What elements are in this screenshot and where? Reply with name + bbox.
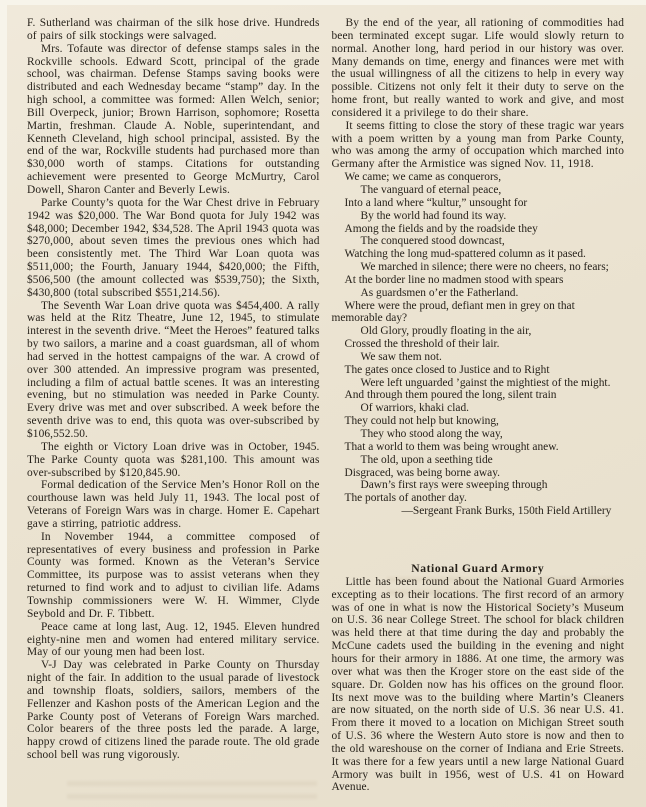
poem-line: The old, upon a seething tide xyxy=(360,453,493,466)
paragraph: Little has been found about the National Guard Armories excepting as to their locations. The first record of an armory was of one in what is now the Historical Society’s Museum on U.S. 36 near College Street. The school for black children was held there at that time during the day and probably the McCune cadets used the building in the evening and night hours for their armory in 1886. At one time, the armory was over what was then the Kroger store on the east side of the square. Dr. Golden now has his offices on the ground floor. Its next move was to the building where Martin’s Cleaners are now situated, on the north side of U.S. 36 near U.S. 41. From there it moved to a location on Michigan Street south of U.S. 36 where the Western Auto store is now and then to the old wareshouse on the corner of Indiana and Erie Streets. It was there for a few years until a new large National Guard Armory was built in 1956, west of U.S. 41 on Howard Avenue. xyxy=(331,575,624,794)
poem-line: Disgraced, was being borne away. xyxy=(344,466,501,479)
paragraph: F. Sutherland was chairman of the silk hose drive. Hundreds of pairs of silk stockings were salvaged. xyxy=(27,17,320,42)
poem-line: Where were the proud, defiant men in grey on that memorable day? xyxy=(331,299,575,325)
paragraph: The eighth or Victory Loan drive was in October, 1945. The Parke County quota was $281,100. This amount was over-subscribed by $120,845.90. xyxy=(27,440,320,479)
section-heading: National Guard Armory xyxy=(411,561,545,575)
poem-line: As guardsmen o’er the Fatherland. xyxy=(360,286,519,299)
paragraph: The Seventh War Loan drive quota was $454,400. A rally was held at the Ritz Theatre, June 12, 1945, to stimulate interest in the seventh drive. “Meet the Heroes” featured talks by two sailors, a marine and a coast guardsman, all of whom had served in the hottest campaigns of the war. A crowd of over 300 attended. An impressive program was presented, including a film of actual battle scenes. It was an interesting evening, but no stimulation was needed in Parke County. Every drive was met and over subscribed. A week before the seventh drive was to end, this quota was over-subscribed by $106,552.50. xyxy=(27,299,320,440)
poem-line: Were left unguarded ’gainst the mightiest of the might. xyxy=(360,376,611,389)
scanned-page xyxy=(7,5,646,807)
poem-line: Watching the long mud-spattered column as it pased. xyxy=(344,248,586,261)
paragraph: V-J Day was celebrated in Parke County on Thursday night of the fair. In addition to the usual parade of livestock and township floats, soldiers, sailors, members of the Fellenzer and Kashon posts of the American Legion and the Parke County post of Veterans of Foreign Wars marched. Color bearers of the three posts led the parade. A large, happy crowd of citizens lined the parade route. The old grade school bell was rung vigorously. xyxy=(27,659,320,762)
right-column xyxy=(332,17,625,794)
left-column xyxy=(27,17,320,794)
paragraph: In November 1944, a committee composed of representatives of every business and profession in Parke County was formed. Known as the Veteran’s Service Committee, its purpose was to assist veterans when they returned to find work and to adjust to civilian life. Adams Township commissioners were W. H. Wimmer, Clyde Seybold and Dr. F. Tibbett. xyxy=(27,530,320,620)
poem-line: That a world to them was being wrought anew. xyxy=(344,440,559,453)
poem-line: The vanguard of eternal peace, xyxy=(360,183,502,196)
paragraph: It seems fitting to close the story of these tragic war years with a poem written by a young man from Parke County, who was among the army of occupation which marched into Germany after the Armistice was signed Nov. 11, 1918. xyxy=(331,119,624,171)
paragraph: Peace came at long last, Aug. 12, 1945. Eleven hundred eighty-nine men and women had entered military service. May of our young men had been lost. xyxy=(27,620,320,659)
poem xyxy=(332,171,625,505)
poem-line: At the border line no madmen stood with spears xyxy=(344,273,564,286)
poem-line: They who stood along the way, xyxy=(360,428,503,440)
poem-line: They could not help but knowing, xyxy=(344,415,499,428)
poem-line: We marched in silence; there were no cheers, no fears; xyxy=(360,261,609,274)
poem-line: By the world had found its way. xyxy=(360,209,507,222)
poem-line: We saw them not. xyxy=(360,350,442,363)
paragraph: By the end of the year, all rationing of commodities had been terminated except sugar. Life would slowly return to normal. Another long, hard period in our history was over. Many demands on time, energy and finances were met with the usual willingness of all the citizens to help in every way possible. Citizens not only felt it their duty to serve on the home front, but really wanted to work and give, and most considered it a privilege to do their share. xyxy=(331,17,624,119)
poem-line: And through them poured the long, silent train xyxy=(344,389,557,402)
poem-line: The conquered stood downcast, xyxy=(360,235,505,248)
paragraph: Formal dedication of the Service Men’s Honor Roll on the courthouse lawn was held July 11, 1943. The local post of Veterans of Foreign Wars was in charge. Homer E. Capehart gave a stirring, patriotic address. xyxy=(27,479,320,530)
poem-line: Crossed the threshold of their lair. xyxy=(344,338,500,351)
poem-line: Among the fields and by the roadside they xyxy=(344,222,538,235)
paragraph: Parke County’s quota for the War Chest drive in February 1942 was $20,000. The War Bond quota for July 1942 was $48,000; December 1942, $34,528. The April 1943 quota was $270,000, about seven times the previous ones which had been consistently met. The Third War Loan quota was $511,000; the Fourth, January 1944, $420,000; the Fifth, $506,500 (the amount collected was $539,750); the Sixth, $430,800 (total subscribed $551,214.56). xyxy=(27,196,320,299)
poem-line: Of warriors, khaki clad. xyxy=(360,402,469,415)
paragraph: Mrs. Tofaute was director of defense stamps sales in the Rockville schools. Edward Scott, principal of the grade school, was chairman. Defense Stamps saving books were distributed and each Wednesday became “stamp” day. In the high school, a committee was formed: Allen Welch, senior; Bill Overpeck, junior; Brown Harrison, sophomore; Rosetta Martin, freshman. Claude A. Noble, superintendant, and Kenneth Cleveland, high school principal, assisted. By the end of the war, Rockville students had purchased more than $30,000 worth of stamps. Citations for outstanding achievement were presented to George McMurtry, Carol Dowell, Sharon Canter and Beverly Lewis. xyxy=(27,42,320,196)
poem-line: Dawn’s first rays were sweeping through xyxy=(360,479,548,492)
poem-line: Into a land where “kultur,” unsought for xyxy=(344,196,528,209)
poem-attribution: —Sergeant Frank Burks, 150th Field Artillery xyxy=(401,505,612,518)
poem-line: We came; we came as conquerors, xyxy=(344,171,502,184)
poem-line: Old Glory, proudly floating in the air, xyxy=(360,325,532,338)
two-column-text-layout xyxy=(7,5,646,794)
poem-line: The portals of another day. xyxy=(344,492,467,505)
poem-line: The gates once closed to Justice and to Right xyxy=(344,363,550,376)
